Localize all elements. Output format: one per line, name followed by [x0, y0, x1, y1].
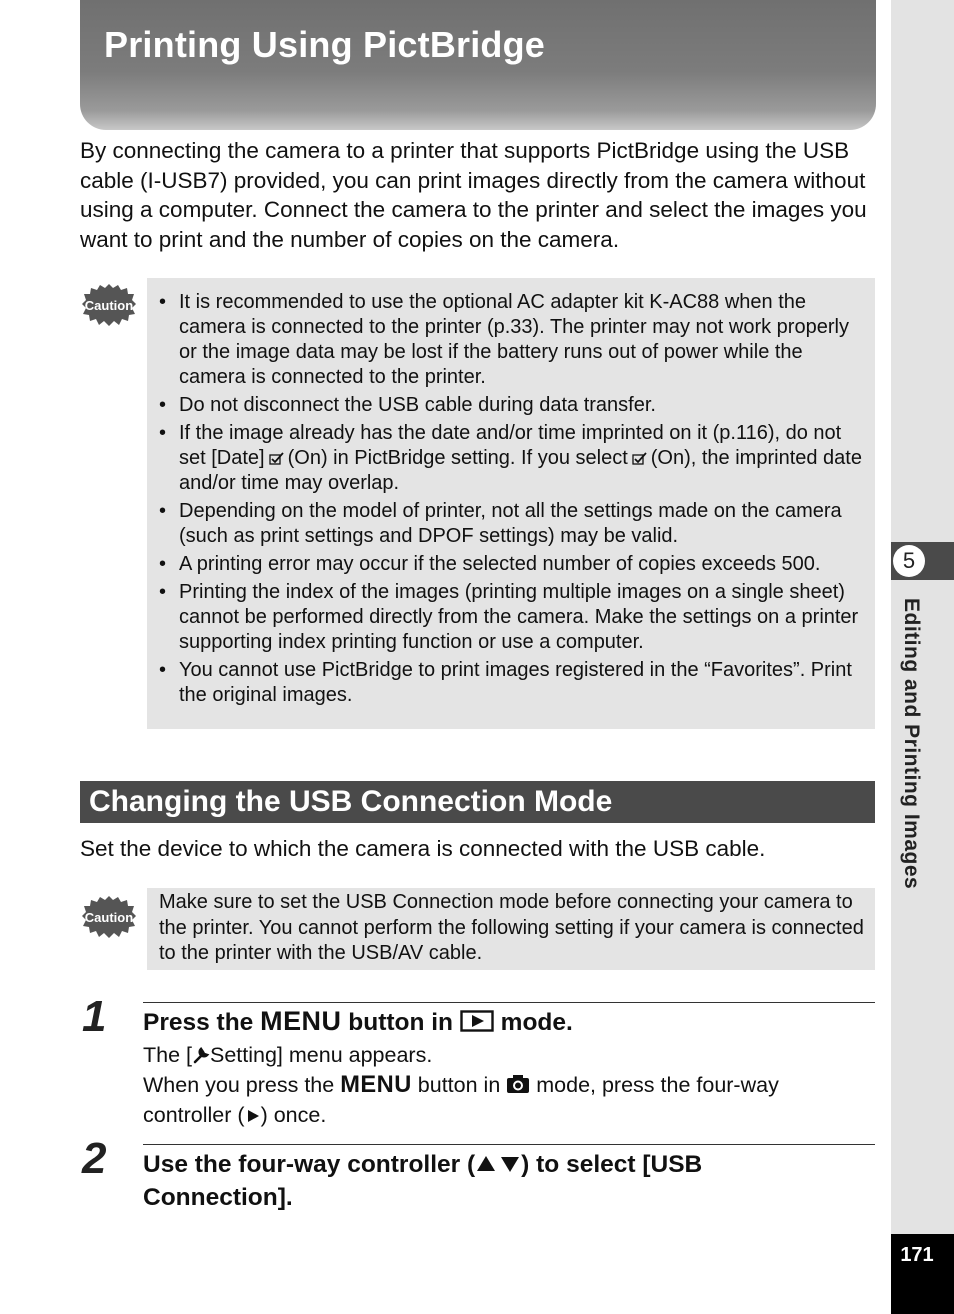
caution-icon-label: Caution	[84, 298, 134, 313]
caution-icon	[82, 895, 136, 939]
date-on-checkbox-icon	[269, 452, 284, 465]
camera-mode-icon	[506, 1074, 530, 1094]
step-divider	[143, 1144, 875, 1145]
caution-item: • Depending on the model of printer, not all the settings made on the camera (such as print settings and DPOF settings) may be valid.	[179, 499, 865, 549]
chapter-title: Editing and Printing Images	[900, 598, 923, 890]
caution-item: • You cannot use PictBridge to print images registered in the “Favorites”. Print the original images.	[179, 658, 865, 708]
page-number: 171	[900, 1244, 934, 1266]
step-title: Use the four-way controller ( ) to select [USB Connection].	[143, 1151, 703, 1211]
caution-item: • Do not disconnect the USB cable during data transfer.	[179, 393, 865, 418]
caution-item: • Printing the index of the images (printing multiple images on a single sheet) cannot be performed directly from the camera. Make the settings on a printer supporting index printing function or use a computer.	[179, 580, 865, 655]
caution-icon-label: Caution	[84, 910, 134, 925]
step-title: Press the MENU button in mode.	[143, 1006, 573, 1036]
step-number: 1	[82, 992, 107, 1041]
section-intro: Set the device to which the camera is connected with the USB cable.	[80, 836, 766, 861]
caution-item: • A printing error may occur if the selected number of copies exceeds 500.	[179, 552, 865, 577]
caution-list	[147, 278, 875, 708]
caution-box	[147, 888, 875, 970]
caution-text: Make sure to set the USB Connection mode before connecting your camera to the printer. You cannot perform the following setting if your camera is connected to the printer with the USB/AV cable.	[159, 891, 864, 964]
date-on-checkbox-icon	[632, 452, 647, 465]
caution-item: • If the image already has the date and/or time imprinted on it (p.116), do not set [Date] (On) in PictBridge setting. If you select (On), the imprinted date and/or time may overlap.	[179, 421, 865, 496]
step-number: 2	[82, 1134, 107, 1183]
chapter-number: 5	[893, 545, 925, 577]
wrench-icon	[192, 1046, 210, 1064]
up-down-arrows-icon	[475, 1154, 521, 1174]
intro-paragraph: By connecting the camera to a printer that supports PictBridge using the USB cable (I-USB7) provided, you can print images directly from the camera without using a computer. Connect the camera to the printer and select the images you want to print and the number of copies on the camera.	[80, 138, 867, 252]
right-arrow-icon	[245, 1108, 261, 1124]
step-body: The [ Setting] menu appears. When you press the MENU button in mode, press the four-way controller ( ) once.	[143, 1043, 779, 1127]
caution-item: • It is recommended to use the optional AC adapter kit K-AC88 when the camera is connected to the printer (p.33). The printer may not work properly or the image data may be lost if the battery runs out of power while the camera is connected to the printer.	[179, 290, 865, 390]
caution-box	[147, 278, 875, 729]
menu-button-label: MENU	[340, 1072, 412, 1098]
caution-icon	[82, 283, 136, 327]
menu-button-label: MENU	[260, 1006, 342, 1036]
section-heading: Changing the USB Connection Mode	[80, 781, 875, 823]
title-banner	[80, 0, 876, 130]
step-divider	[143, 1002, 875, 1003]
playback-mode-icon	[460, 1010, 494, 1032]
page-title: Printing Using PictBridge	[104, 24, 546, 65]
